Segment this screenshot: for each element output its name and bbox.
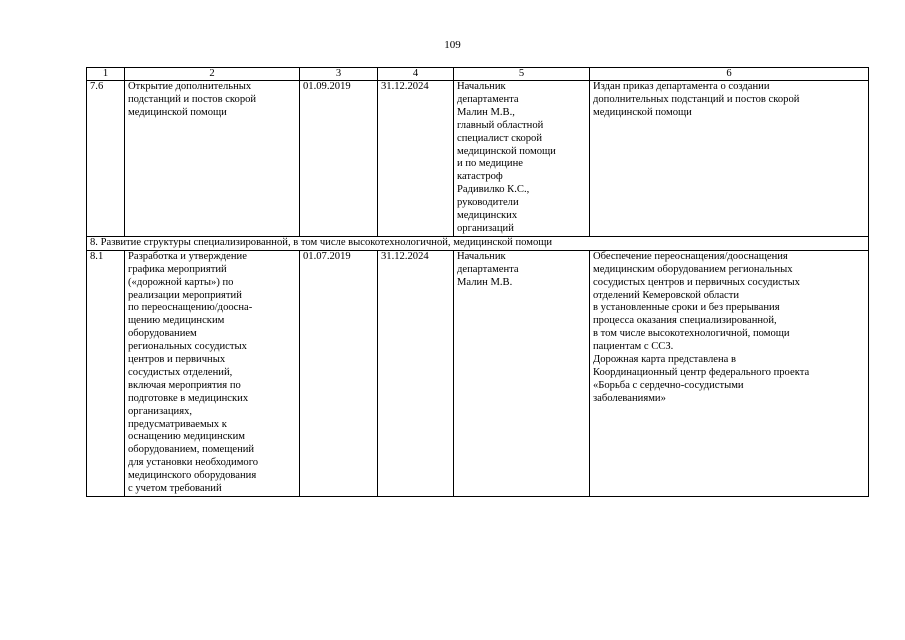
- row-responsible: Начальник департамента Малин М.В.: [454, 250, 590, 496]
- section-row: [87, 236, 869, 250]
- table-row: [87, 250, 869, 496]
- row-responsible: Начальник департамента Малин М.В., главный областной специалист скорой медицинской помощи и по медицине катастроф Радивилко К.С., руководители медицинских организаций: [454, 81, 590, 237]
- header-cell: 5: [454, 68, 590, 81]
- row-end-date: 31.12.2024: [378, 81, 454, 237]
- row-event: Открытие дополнительных подстанций и постов скорой медицинской помощи: [125, 81, 300, 237]
- header-cell: 4: [378, 68, 454, 81]
- plan-table: [86, 67, 869, 497]
- table-row: [87, 81, 869, 237]
- row-number: 7.6: [87, 81, 125, 237]
- header-cell: 1: [87, 68, 125, 81]
- header-cell: 2: [125, 68, 300, 81]
- page-number: 109: [444, 39, 461, 51]
- row-start-date: 01.07.2019: [300, 250, 378, 496]
- row-result: Издан приказ департамента о создании дополнительных подстанций и постов скорой медицинской помощи: [590, 81, 869, 237]
- row-end-date: 31.12.2024: [378, 250, 454, 496]
- row-number: 8.1: [87, 250, 125, 496]
- section-title: 8. Развитие структуры специализированной, в том числе высокотехнологичной, медицинской помощи: [87, 236, 869, 250]
- header-cell: 3: [300, 68, 378, 81]
- row-event: Разработка и утверждение графика мероприятий («дорожной карты») по реализации мероприятий по переоснащению/дооcна- щению медицинским оборудованием региональных сосудистых центров и первичных сосудистых отделений, включая мероприятия по подготовке в медицинских организациях, предусматриваемых к оснащению медицинским оборудованием, помещений для установки необходимого медицинского оборудования с учетом требований: [125, 250, 300, 496]
- row-result: Обеспечение переоснащения/дооснащения медицинским оборудованием региональных сосудистых центров и первичных сосудистых отделений Кемеровской области в установленные сроки и без прерывания процесса оказания специализированной, в том числе высокотехнологичной, помощи пациентам с ССЗ. Дорожная карта представлена в Координационный центр федерального проекта «Борьба с сердечно-сосудистыми заболеваниями»: [590, 250, 869, 496]
- table-header-row: [87, 68, 869, 81]
- row-start-date: 01.09.2019: [300, 81, 378, 237]
- header-cell: 6: [590, 68, 869, 81]
